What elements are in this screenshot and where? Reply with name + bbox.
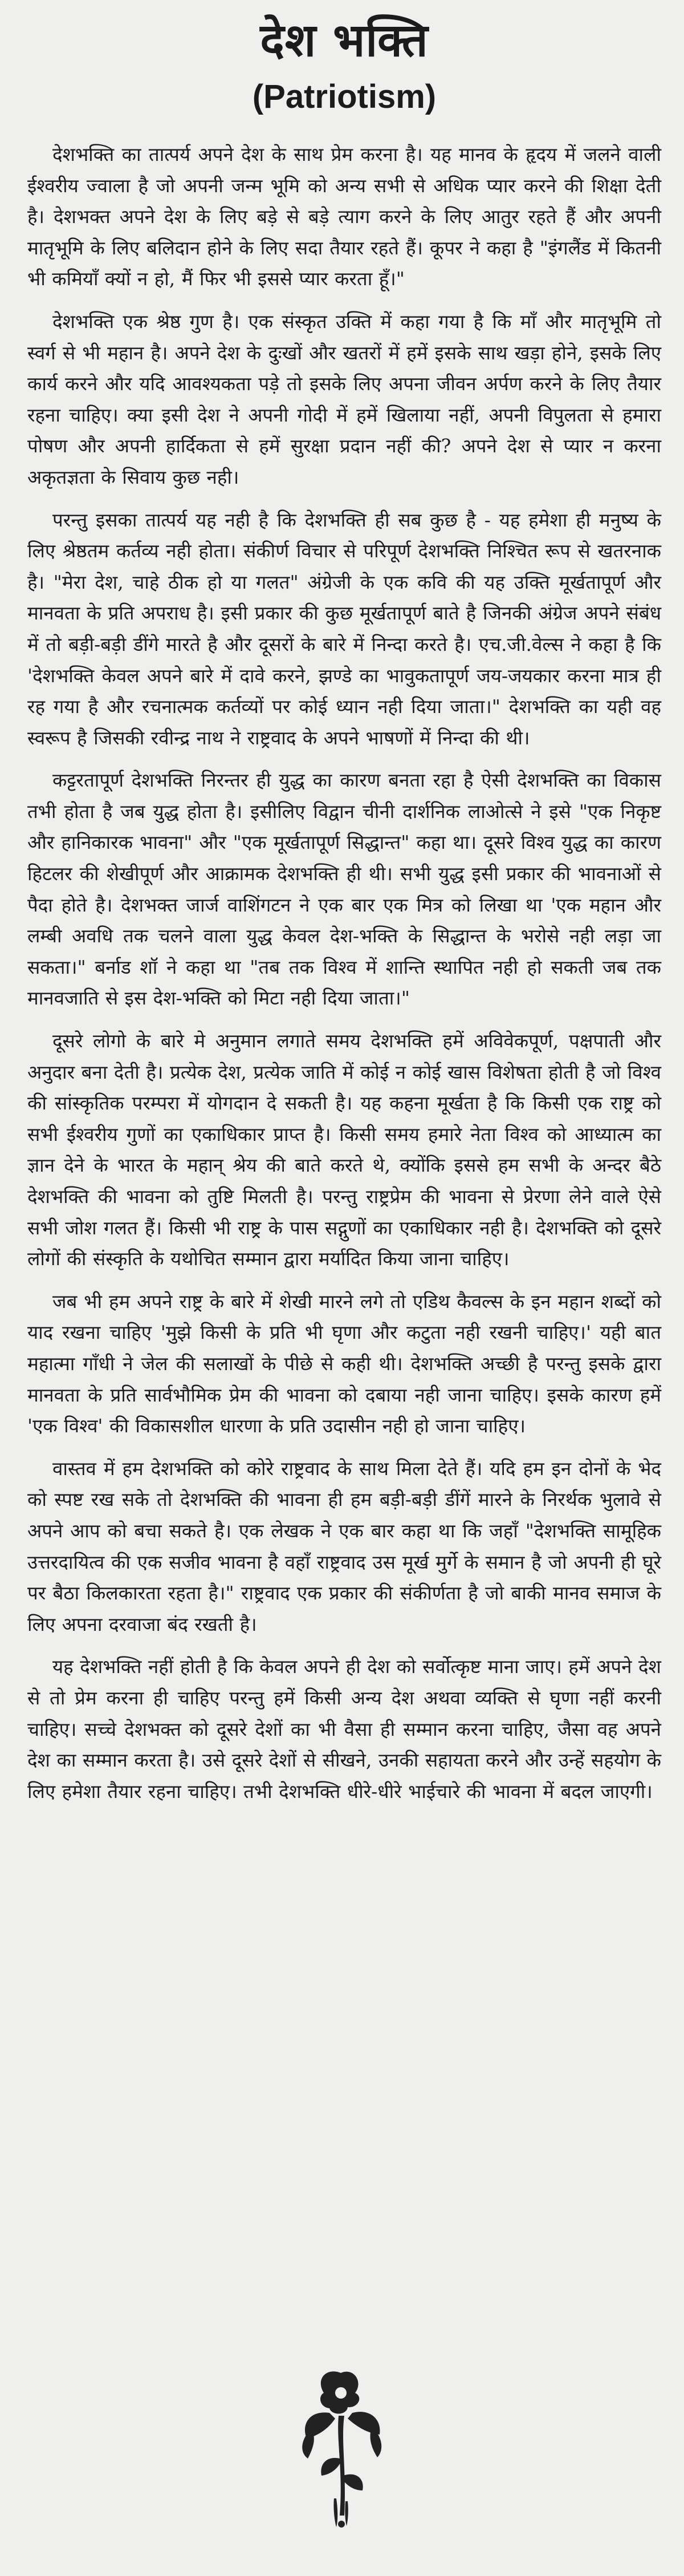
page-title: देश भक्ति: [260, 13, 429, 67]
paragraph-8: यह देशभक्ति नहीं होती है कि केवल अपने ही देश को सर्वोत्कृष्ट माना जाए। हमें अपने देश से तो प्रेम करना ही चाहिए परन्तु हमें किसी अन्य देश अथवा व्यक्ति से घृणा नहीं करनी चाहिए। सच्चे देशभक्त को दूसरे देशों का भी वैसा ही सम्मान करना चाहिए, जैसा वह अपने देश का सम्मान करता है। उसे दूसरे देशों से सीखने, उनकी सहायता करने और उन्हें सहयोग के लिए हमेशा तैयार रहना चाहिए। तभी देशभक्ति धीरे-धीरे भाईचारे की भावना में बदल जाएगी।: [27, 1655, 661, 1803]
paragraph-1: देशभक्ति का तात्पर्य अपने देश के साथ प्रेम करना है। यह मानव के हृदय में जलने वाली ईश्वरीय ज्वाला है जो अपनी जन्म भूमि को अन्य सभी से अधिक प्यार करने की शिक्षा देती है। देशभक्त अपने देश के लिए बड़े से बड़े त्याग करने के लिए आतुर रहते हैं और अपनी मातृभूमि के लिए बलिदान होने के लिए सदा तैयार रहते हैं। कूपर ने कहा है "इंगलैंड में कितनी भी कमियाँ क्यों न हो, मैं फिर भी इससे प्यार करता हूँ।": [27, 143, 661, 290]
paragraph-2: देशभक्ति एक श्रेष्ठ गुण है। एक संस्कृत उक्ति में कहा गया है कि माँ और मातृभूमि तो स्वर्ग से भी महान है। अपने देश के दुःखों और खतरों में हमें इसके साथ खड़ा होने, इसके लिए कार्य करने और यदि आवश्यकता पड़े तो इसके लिए अपना जीवन अर्पण करने के लिए तैयार रहना चाहिए। क्या इसी देश ने अपनी गोदी में हमें खिलाया नहीं, अपनी विपुलता से हमारा पोषण और अपनी हार्दिकता से हमें सुरक्षा प्रदान नहीं की? अपने देश से प्यार न करना अकृतज्ञता के सिवाय कुछ नही।: [27, 310, 661, 488]
paragraph-7: वास्तव में हम देशभक्ति को कोरे राष्ट्रवाद के साथ मिला देते हैं। यदि हम इन दोनों के भेद को स्पष्ट रख सके तो देशभक्ति की भावना ही हम बड़ी-बड़ी डींगें मारने के निरर्थक भुलावे से अपने आप को बचा सकते है। एक लेखक ने एक बार कहा था कि जहाँ "देशभक्ति सामूहिक उत्तरदायित्व की एक सजीव भावना है वहाँ राष्ट्रवाद उस मूर्ख मुर्गे के समान है जो अपनी ही घूरे पर बैठा किलकारता रहता है।" राष्ट्रवाद एक प्रकार की संकीर्णता है जो बाकी मानव समाज के लिए अपना दरवाजा बंद रखती है।: [27, 1457, 661, 1635]
page-subtitle: (Patriotism): [252, 78, 437, 115]
paragraph-6: जब भी हम अपने राष्ट्र के बारे में शेखी मारने लगे तो एडिथ कैवल्स के इन महान शब्दों को याद रखना चाहिए 'मुझे किसी के प्रति भी घृणा और कटुता नही रखनी चाहिए।' यही बात महात्मा गाँधी ने जेल की सलाखों के पीछे से कही थी। देशभक्ति अच्छी है परन्तु इसके द्वारा मानवता के प्रति सार्वभौमिक प्रेम की भावना को दबाया नही जाना चाहिए। इसके कारण हमें 'एक विश्व' की विकासशील धारणा के प्रति उदासीन नही हो जाना चाहिए।: [27, 1290, 661, 1437]
paragraph-3: परन्तु इसका तात्पर्य यह नही है कि देशभक्ति ही सब कुछ है - यह हमेशा ही मनुष्य के लिए श्रेष्ठतम कर्तव्य नही होता। संकीर्ण विचार से परिपूर्ण देशभक्ति निश्चित रूप से खतरनाक है। "मेरा देश, चाहे ठीक हो या गलत" अंग्रेजी के एक कवि की यह उक्ति मूर्खतापूर्ण और मानवता के प्रति अपराध है। इसी प्रकार की कुछ मूर्खतापूर्ण बाते है जिनकी अंग्रेज अपने संबंध में तो बड़ी-बड़ी डींगे मारते है और दूसरों के बारे में निन्दा करते है। एच.जी.वेल्स ने कहा है कि 'देशभक्ति केवल अपने बारे में दावे करने, झण्डे का भावुकतापूर्ण जय-जयकार करना मात्र ही रह गया है और रचनात्मक कर्तव्यों पर कोई ध्यान नही दिया जाता।" देशभक्ति का यही वह स्वरूप है जिसकी रवीन्द्र नाथ ने राष्ट्रवाद के अपने भाषणों में निन्दा की थी।: [27, 508, 661, 749]
floral-ornament-icon: [284, 2362, 398, 2533]
paragraph-4: कट्टरतापूर्ण देशभक्ति निरन्तर ही युद्ध का कारण बनता रहा है ऐसी देशभक्ति का विकास तभी होता है जब युद्ध होता है। इसीलिए विद्वान चीनी दार्शनिक लाओत्से ने इसे "एक निकृष्ट और हानिकारक भावना" और "एक मूर्खतापूर्ण सिद्धान्त" कहा था। दूसरे विश्व युद्ध का कारण हिटलर की शेखीपूर्ण और आक्रामक देशभक्ति ही थी। सभी युद्ध इसी प्रकार की भावनाओं से पैदा होते है। देशभक्त जार्ज वाशिंगटन ने एक बार एक मित्र को लिखा था 'एक महान और लम्बी अवधि तक चलने वाला युद्ध केवल देश-भक्ति के सिद्धान्त के भरोसे नही लड़ा जा सकता।" बर्नाड शॉ ने कहा था "तब तक विश्व में शान्ति स्थापित नही हो सकती जब तक मानवजाति से इस देश-भक्ति को मिटा नही दिया जाता।": [27, 769, 661, 1010]
paragraph-5: दूसरे लोगो के बारे मे अनुमान लगाते समय देशभक्ति हमें अविवेकपूर्ण, पक्षपाती और अनुदार बना देती है। प्रत्येक देश, प्रत्येक जाति में कोई न कोई खास विशेषता होती है जो विश्व की सांस्कृतिक परम्परा में योगदान दे सकती है। यह कहना मूर्खता है कि किसी एक राष्ट्र को सभी ईश्वरीय गुणों का एकाधिकार प्राप्त है। किसी समय हमारे नेता विश्व को आध्यात्म का ज्ञान देने के भारत के महान् श्रेय की बाते करते थे, क्योंकि इससे हम सभी के अन्दर बैठे देशभक्ति की भावना को तुष्टि मिलती है। परन्तु राष्ट्रप्रेम की भावना से प्रेरणा लेने वाले ऐसे सभी जोश गलत हैं। किसी भी राष्ट्र के पास सद्गुणों का एकाधिकार नही है। देशभक्ति को दूसरे लोगों की संस्कृति के यथोचित सम्मान द्वारा मर्यादित किया जाना चाहिए।: [27, 1030, 661, 1270]
